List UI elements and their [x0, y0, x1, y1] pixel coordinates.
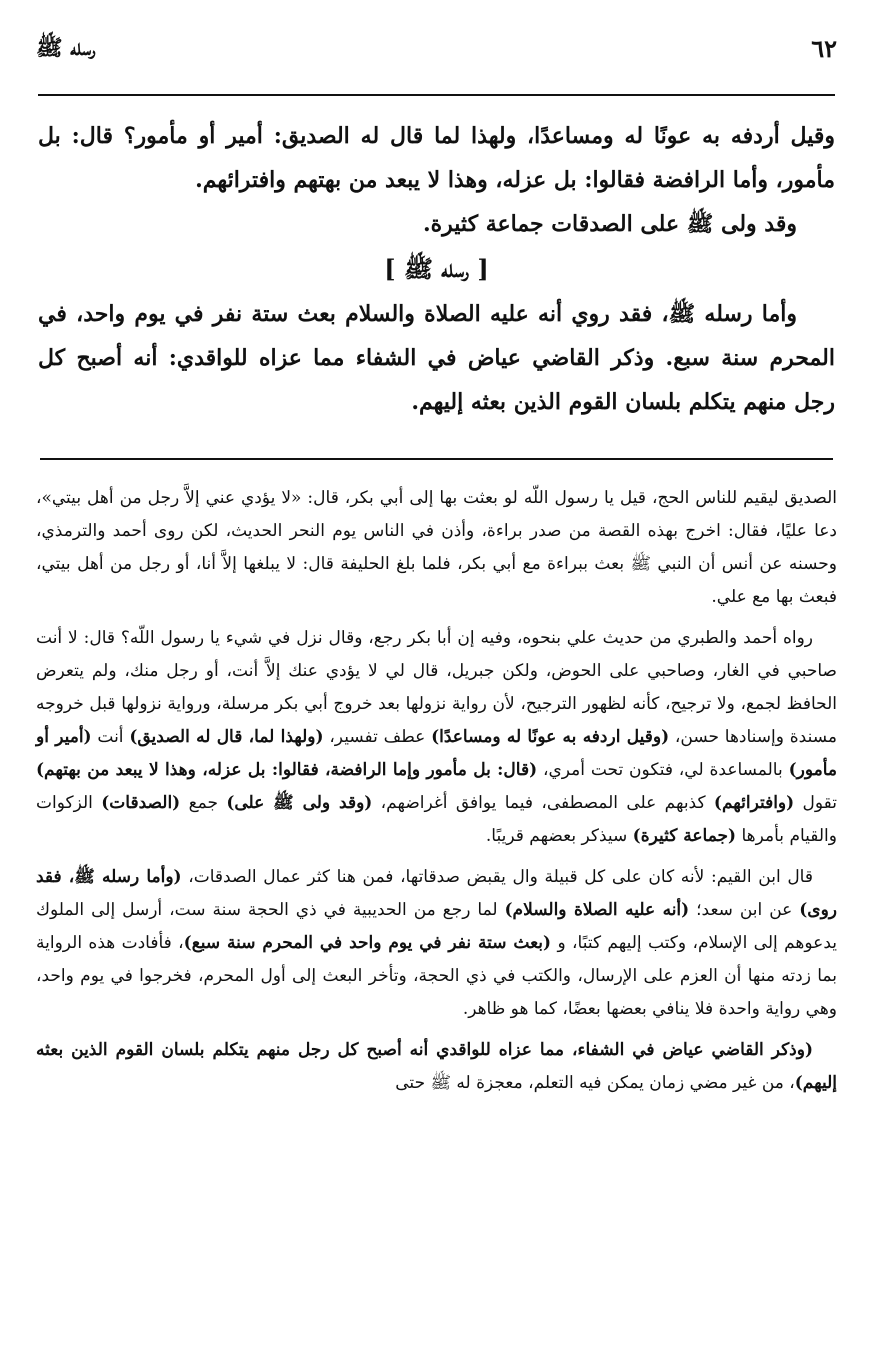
commentary-paragraph-4: [36, 1034, 837, 1100]
quoted-phrase: (الصدقات): [101, 793, 181, 813]
quoted-phrase: (وافترائهم): [713, 793, 795, 813]
quoted-phrase: (وأما رسله ﷺ، فقد روى): [36, 867, 837, 920]
running-title: رسله ﷺ: [36, 35, 96, 61]
commentary-paragraph-1: الصديق ليقيم للناس الحج، قيل يا رسول اللّه لو بعثت بها إلى أبي بكر، قال: «لا يؤدي عني إلاَّ رجل من أهل بيتي»، دعا عليًا، فقال: اخرج بهذه القصة من صدر براءة، وأذن في الناس يوم النحر الحديث، لكن روى أحمد والترمذي، وحسنه عن أنس أن النبي ﷺ بعث ببراءة مع أبي بكر، فلما بلغ الحليفة قال: لا يبلغها إلاَّ أنا، أو رجل من أهل بيتي، فبعث بها مع علي.: [36, 488, 837, 607]
commentary-text: كذبهم على المصطفى، فيما يوافق أغراضهم،: [372, 793, 714, 813]
commentary-text: رواه أحمد والطبري من حديث علي بنحوه، وفيه إن أبا بكر رجع، وقال نزل في شيء يا رسول اللّه؟ قال: لا أنت صاحبي في الغار، وصاحبي على الحوض، ولكن جبريل، قال لي لا يؤدي عنك إلاَّ أنت، أو رجل منك، ولم يتعرض الحافظ لجمع، ولا ترجيح، كأنه لظهور الترجيح، لأن رواية نزولها بعد خروج أبي بكر مرسلة، ورواية نزولها قبل خروجه مسندة وإسنادها حسن،: [36, 628, 837, 747]
commentary-text: أنت: [91, 727, 130, 747]
quoted-phrase: (أنه عليه الصلاة والسلام): [504, 900, 690, 920]
main-paragraph-2: وقد ولى ﷺ على الصدقات جماعة كثيرة.: [422, 211, 797, 237]
commentary-text: عطف تفسير،: [323, 727, 432, 747]
quoted-phrase: (وقد ولى ﷺ على): [226, 793, 373, 813]
commentary-text: سيذكر بعضهم قريبًا.: [485, 826, 633, 846]
commentary-text: لما رجع من الحديبية في ذي الحجة سنة ست، أرسل إلى الملوك يدعوهم إلى الإسلام، وكتب إليهم كتبًا، و: [36, 900, 837, 953]
commentary-text: بالمساعدة لي، فتكون تحت أمري،: [537, 760, 789, 780]
quoted-phrase: (ولهذا لما، قال له الصديق): [129, 727, 324, 747]
commentary-text: ، من غير مضي زمان يمكن فيه التعلم، معجزة له ﷺ حتى: [395, 1073, 795, 1093]
quoted-phrase: (وذكر القاضي عياض في الشفاء، مما عزاه للواقدي أنه أصبح كل رجل منهم يتكلم بلسان القوم الذين بعثه إليهم): [36, 1040, 837, 1093]
footnote-separator: [40, 458, 833, 460]
main-paragraph-1: وقيل أردفه به عونًا له ومساعدًا، ولهذا لما قال له الصديق: أمير أو مأمور؟ قال: بل مأمور، وأما الرافضة فقالوا: بل عزله، وهذا لا يبعد من بهتهم وافترائهم.: [38, 123, 835, 193]
commentary-text: ، فأفادت هذه الرواية بما زدته منها أن العزم على الإرسال، والكتب في ذي الحجة، وتأخر البعث إلى أول المحرم، فخرجوا في يوم واحد، وهي رواية واحدة فلا ينافي بعضها بعضًا، كما هو ظاهر.: [36, 933, 837, 1019]
quoted-phrase: (جماعة كثيرة): [632, 826, 737, 846]
quoted-phrase: (قال: بل مأمور وإما الرافضة، فقالوا: بل عزله، وهذا لا يبعد من بهتهم): [36, 760, 538, 780]
main-text: [38, 114, 835, 424]
quoted-phrase: (بعث ستة نفر في يوم واحد في المحرم سنة سبع): [183, 933, 552, 953]
commentary-text: تقول: [794, 793, 838, 813]
commentary: [36, 482, 837, 1108]
commentary-text: قال ابن القيم: لأنه كان على كل قبيلة وال يقبض صدقاتها، فمن هنا كثر عمال الصدقات،: [181, 867, 813, 887]
section-heading: [ رسله ﷺ ]: [384, 254, 489, 283]
commentary-text: جمع: [180, 793, 227, 813]
main-paragraph-3: وأما رسله ﷺ، فقد روي أنه عليه الصلاة والسلام بعث ستة نفر في يوم واحد، في المحرم سنة سبع. وذكر القاضي عياض في الشفاء مما عزاه للواقدي: أنه أصبح كل رجل منهم يتكلم بلسان القوم الذين بعثه إليهم.: [38, 301, 835, 415]
quoted-phrase: (وقيل اردفه به عونًا له ومساعدًا): [431, 727, 670, 747]
quoted-phrase: (أمير أو مأمور): [36, 727, 838, 780]
page-header: [36, 30, 837, 70]
commentary-paragraph-2: [36, 622, 837, 853]
page-number: ٦٢: [811, 34, 837, 63]
header-rule: [38, 94, 835, 96]
commentary-text: عن ابن سعد؛: [689, 900, 800, 920]
commentary-text: الزكوات والقيام بأمرها: [36, 793, 837, 846]
commentary-paragraph-3: [36, 861, 837, 1026]
